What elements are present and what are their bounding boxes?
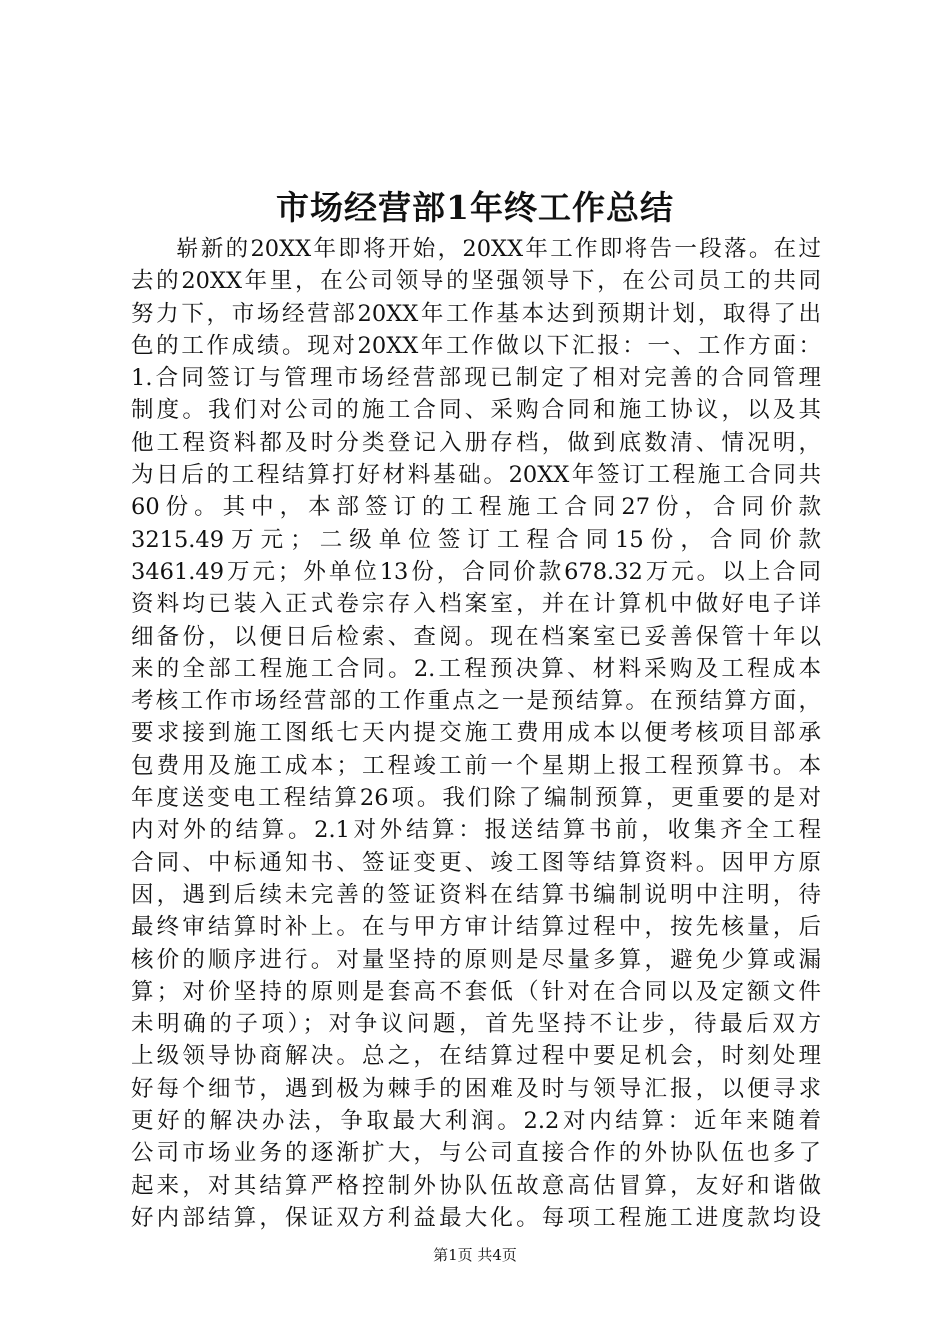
body-line: 资料均已装入正式卷宗存入档案室，并在计算机中做好电子详 xyxy=(131,591,821,618)
body-line: 为日后的工程结算打好材料基础。20XX年签订工程施工合同共 xyxy=(131,462,821,489)
document-title: 市场经营部1年终工作总结 xyxy=(276,188,674,227)
body-line: 算；对价坚持的原则是套高不套低（针对在合同以及定额文件 xyxy=(131,978,821,1005)
body-line: 因，遇到后续未完善的签证资料在结算书编制说明中注明，待 xyxy=(131,881,821,908)
body-line: 考核工作市场经营部的工作重点之一是预结算。在预结算方面， xyxy=(131,688,821,715)
page-footer: 第1页 共4页 xyxy=(433,1246,517,1264)
body-line: 起来，对其结算严格控制外协队伍故意高估冒算，友好和谐做 xyxy=(131,1172,821,1199)
body-line: 上级领导协商解决。总之，在结算过程中要足机会，时刻处理 xyxy=(131,1043,821,1070)
body-line: 合同、中标通知书、签证变更、竣工图等结算资料。因甲方原 xyxy=(131,849,821,876)
body-line: 来的全部工程施工合同。2.工程预决算、材料采购及工程成本 xyxy=(131,655,821,682)
body-line: 3215.49万元；二级单位签订工程合同15份，合同价款 xyxy=(131,526,821,553)
body-line: 他工程资料都及时分类登记入册存档，做到底数清、情况明， xyxy=(131,429,821,456)
body-line: 崭新的20XX年即将开始，20XX年工作即将告一段落。在过 xyxy=(176,236,821,262)
body-line: 公司市场业务的逐渐扩大，与公司直接合作的外协队伍也多了 xyxy=(131,1140,821,1167)
body-line: 好内部结算，保证双方利益最大化。每项工程施工进度款均设 xyxy=(131,1204,821,1231)
body-line: 去的20XX年里，在公司领导的坚强领导下，在公司员工的共同 xyxy=(131,268,821,295)
body-line: 最终审结算时补上。在与甲方审计结算过程中，按先核量，后 xyxy=(131,914,821,941)
body-line: 3461.49万元；外单位13份，合同价款678.32万元。以上合同 xyxy=(131,558,821,585)
body-line: 好每个细节，遇到极为棘手的困难及时与领导汇报，以便寻求 xyxy=(131,1075,821,1102)
document-body xyxy=(131,233,821,1234)
body-line: 未明确的子项）；对争议问题，首先坚持不让步，待最后双方 xyxy=(131,1011,821,1038)
body-line: 制度。我们对公司的施工合同、采购合同和施工协议，以及其 xyxy=(131,397,821,424)
body-line: 年度送变电工程结算26项。我们除了编制预算，更重要的是对 xyxy=(131,785,821,812)
body-line: 内对外的结算。2.1对外结算：报送结算书前，收集齐全工程 xyxy=(131,817,821,844)
body-line: 要求接到施工图纸七天内提交施工费用成本以便考核项目部承 xyxy=(131,720,821,747)
body-line: 细备份，以便日后检索、查阅。现在档案室已妥善保管十年以 xyxy=(131,623,821,650)
body-line: 60份。其中，本部签订的工程施工合同27份，合同价款 xyxy=(131,494,821,521)
body-line: 更好的解决办法，争取最大利润。2.2对内结算：近年来随着 xyxy=(131,1108,821,1135)
body-line: 1.合同签订与管理市场经营部现已制定了相对完善的合同管理 xyxy=(131,365,821,392)
body-line: 色的工作成绩。现对20XX年工作做以下汇报：一、工作方面： xyxy=(131,332,821,359)
body-line: 包费用及施工成本；工程竣工前一个星期上报工程预算书。本 xyxy=(131,752,821,779)
body-line: 努力下，市场经营部20XX年工作基本达到预期计划，取得了出 xyxy=(131,300,821,327)
body-line: 核价的顺序进行。对量坚持的原则是尽量多算，避免少算或漏 xyxy=(131,946,821,973)
